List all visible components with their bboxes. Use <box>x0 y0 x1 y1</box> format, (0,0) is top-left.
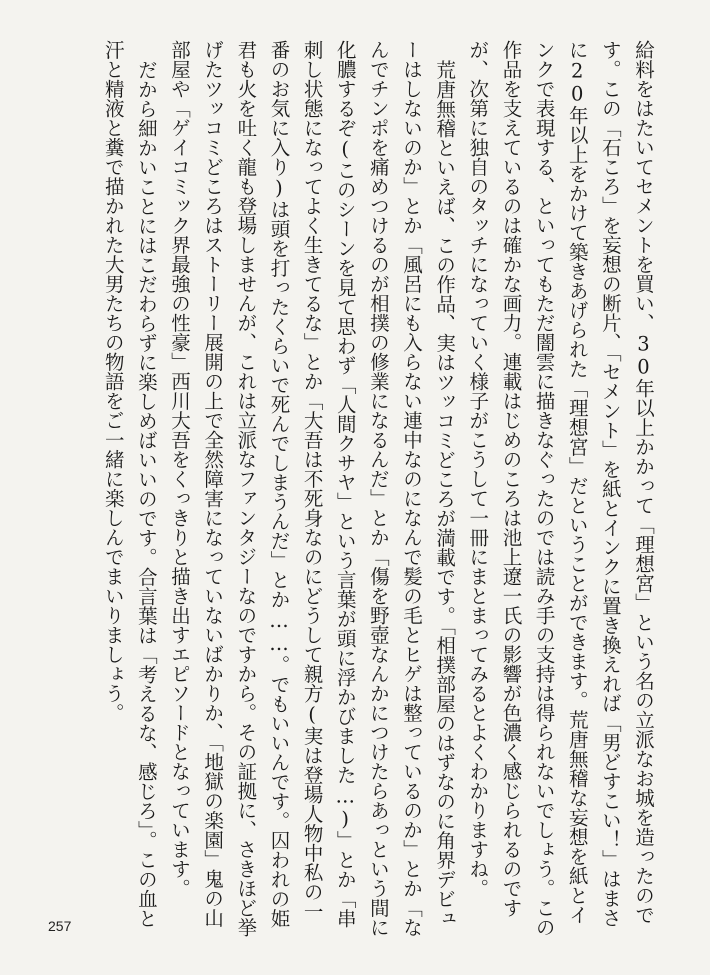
body-text <box>100 40 660 940</box>
page-number: 257 <box>48 918 72 934</box>
paragraph-3: だから細かいことにはこだわらずに楽しめばいいのです。合言葉は「考えるな、感じろ」。この血と汗と精液と糞で描かれた大男たちの物語をご一緒に楽しんでまいりましょう。 <box>101 40 158 928</box>
paragraph-1: 給料をはたいてセメントを買い、30年以上かかって「理想宮」という名の立派なお城を造ったのです。この「石ころ」を妄想の断片、「セメント」を紙とインクに置き換えれば「男どすこい！」はまさに20年以上をかけて築きあげられた「理想宮」だということができます。荒唐無稽な妄想を紙とインクで表現する、といってもただ闇雲に描きなぐったのでは読み手の支持は得られないでしょう。この作品を支えているのは確かな画力。連載はじめのころは池上遼一氏の影響が色濃く感じられるのですが、次第に独自のタッチになっていく様子がこうして一冊にまとまってみるとよくわかりますね。 <box>466 40 655 937</box>
paragraph-2: 荒唐無稽といえば、この作品、実はツッコミどころが満載です。「相撲部屋のはずなのに角界デビューはしないのか」とか「風呂にも入らない連中なのになんで髪の毛とヒゲは整っているのか」とか「なんでチンポを痛めつけるのが相撲の修業になるんだ」とか「傷を野壺なんかにつけたらあっという間に化膿するぞ(このシーンを見て思わず「人間クサヤ」という言葉が頭に浮かびました…)」とか「串刺し状態になってよく生きてるな」とか「大吾は不死身なのにどうして親方(実は登場人物中私の一番のお気に入り)は頭を打ったくらいで死んでしまうんだ」とか……。でもいいんです。囚われの姫君も火を吐く龍も登場しませんが、これは立派なファンタジーなのですから。その証拠に、さきほど挙げたツッコミどころはストーリー展開の上で全然障害になっていないばかりか、「地獄の楽園」鬼の山部屋や「ゲイコミック界最強の性豪」西川大吾をくっきりと描き出すエピソードとなっています。 <box>168 40 457 937</box>
